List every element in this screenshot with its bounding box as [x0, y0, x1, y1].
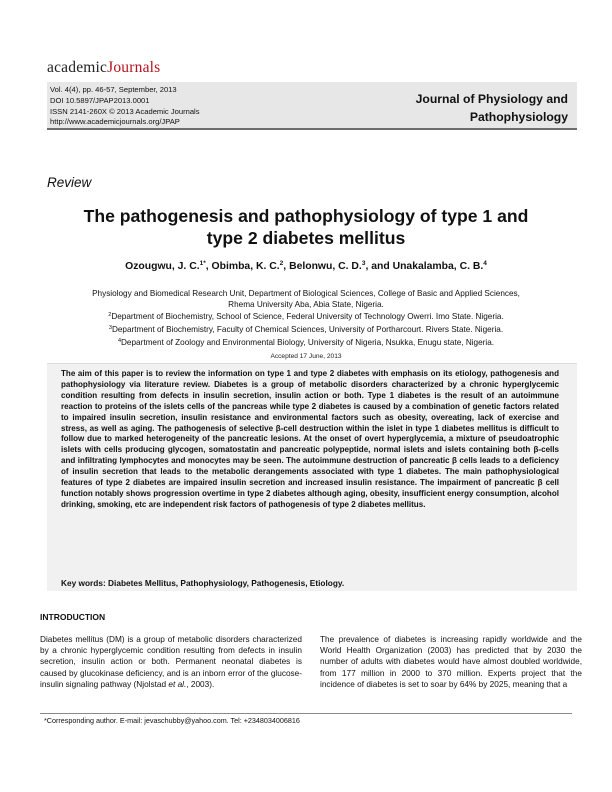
- paragraph-text: Diabetes mellitus (DM) is a group of metabolic disorders characterized by a chronic hyperglycemic condition resulting from defects in insulin secretion, insulin action or both. Permanent neonatal diabetes is caused by glucokinase deficiency, and is an inborn error of the glucose-insulin signaling pathway (Njolstad: [40, 635, 302, 689]
- affiliation-3: [40, 323, 572, 336]
- author-name: Ozougwu, J. C.: [125, 261, 200, 272]
- author-list: [40, 260, 572, 272]
- accepted-date: Accepted 17 June, 2013: [270, 353, 342, 360]
- footnote-divider: [40, 713, 572, 714]
- affiliation-mark: 3: [108, 325, 112, 332]
- section-heading-introduction: INTRODUCTION: [40, 612, 106, 622]
- issn-copyright: ISSN 2141-260X © 2013 Academic Journals: [50, 106, 200, 116]
- title-line1: The pathogenesis and pathophysiology of type 1 and: [83, 206, 529, 226]
- author-affiliation-mark: 4: [483, 260, 487, 267]
- corresponding-author-footnote: *Corresponding author. E-mail: jevaschubby@yahoo.com. Tel: +2348034006816: [44, 716, 300, 725]
- abstract-text: The aim of this paper is to review the information on type 1 and type 2 diabetes with emphasis on its etiology, pathogenesis and pathophysiology via literature review. Diabetes is a group of metabolic disorders characterized by a chronic hyperglycemic condition resulting from defects in insulin secretion, insulin action or both. Type 1 diabetes is the result of an autoimmune reaction to proteins of the islets cells of the pancreas while type 2 diabetes is caused by a combination of genetic factors related to impaired insulin secretion, insulin resistance and environmental factors such as obesity, overeating, lack of exercise and stress, as well as aging. The pathogenesis of selective β-cell destruction within the islet in type 1 diabetes mellitus is difficult to follow due to marked heterogeneity of the pancreatic lesions. At the onset of overt hyperglycemia, a mixture of pseudoatrophic islets with cells producing glycogen, somatostatin and pancreatic polypeptide, normal islets and islets containing both β-cells and infiltrating lymphocytes and monocytes may be seen. The autoimmune destruction of pancreatic β cells leads to a deficiency of insulin secretion that leads to the metabolic derangements associated with type 1 diabetes. The main pathophysiological features of type 2 diabetes are impaired insulin secretion and increased insulin resistance. The impairment of pancreatic β cell function notably shows progression overtime in type 2 diabetes although aging, obesity, insufficient energy consumption, alcohol drinking, smoking, etc are independent risk factors of pathogenesis of type 2 diabetes mellitus.: [61, 369, 559, 509]
- journal-name: [416, 91, 568, 126]
- affiliation-text: Department of Biochemistry, Faculty of Chemical Sciences, University of Portharcourt. Rivers State. Nigeria.: [111, 325, 504, 335]
- affiliation-mark: 4: [117, 337, 122, 344]
- publisher-logo: [47, 59, 160, 77]
- volume-pages: Vol. 4(4), pp. 46-57, September, 2013: [50, 85, 177, 94]
- affiliation-4: [40, 336, 572, 349]
- affiliations: [40, 289, 572, 349]
- body-column-right: The prevalence of diabetes is increasing rapidly worldwide and the World Health Organization (2003) has predicted that by 2030 the number of adults with diabetes would have almost doubled worldwide, from 177 million in 2000 to 370 million. Experts project that the incidence of diabetes is set to soar by 64% by 2025, meaning that a: [320, 635, 582, 689]
- author-name: Belonwu, C. D.: [289, 261, 362, 272]
- affiliation-text: Department of Zoology and Environmental Biology, University of Nigeria, Nsukka, Enugu state, Nigeria.: [121, 337, 495, 347]
- journal-name-line2: Pathophysiology: [469, 109, 568, 124]
- journal-name-line1: Journal of Physiology and: [415, 92, 568, 106]
- logo-journals: Journals: [107, 59, 161, 76]
- affiliation-2: [40, 310, 572, 323]
- abstract-box: [47, 363, 577, 591]
- body-column-left: [40, 634, 302, 690]
- author-separator: ,: [205, 261, 212, 272]
- article-title: [40, 206, 572, 249]
- journal-header-band: [47, 82, 577, 130]
- author-separator: , and: [365, 261, 393, 272]
- doi: DOI 10.5897/JPAP2013.0001: [50, 95, 150, 105]
- affiliation-1-line1: Physiology and Biomedical Research Unit, Department of Biological Sciences, College of Basic and Applied Sciences,: [92, 289, 520, 298]
- keywords: Key words: Diabetes Mellitus, Pathophysiology, Pathogenesis, Etiology.: [61, 578, 345, 588]
- article-type: Review: [47, 175, 92, 190]
- affiliation-text: Department of Biochemistry, School of Science, Federal University of Technology Owerri. Imo State. Nigeria.: [111, 312, 504, 322]
- author-separator: ,: [283, 261, 290, 272]
- title-line2: type 2 diabetes mellitus: [206, 227, 406, 248]
- author-name: Obimba, K. C.: [211, 261, 280, 272]
- author-affiliation-mark: 3: [361, 260, 366, 267]
- paragraph-text-end: , 2003).: [186, 679, 215, 689]
- affiliation-mark: 2: [108, 312, 112, 319]
- citation-etal: et al.: [168, 679, 187, 689]
- citation-metadata: [50, 85, 200, 128]
- journal-url[interactable]: http://www.academicjournals.org/JPAP: [50, 117, 180, 127]
- affiliation-1-line2: Rhema University Aba, Abia State, Nigeria.: [228, 299, 384, 309]
- author-affiliation-mark: 1*: [199, 260, 206, 267]
- logo-academic: academic: [47, 59, 108, 76]
- author-affiliation-mark: 2: [279, 260, 284, 267]
- author-name: Unakalamba, C. B.: [392, 261, 484, 272]
